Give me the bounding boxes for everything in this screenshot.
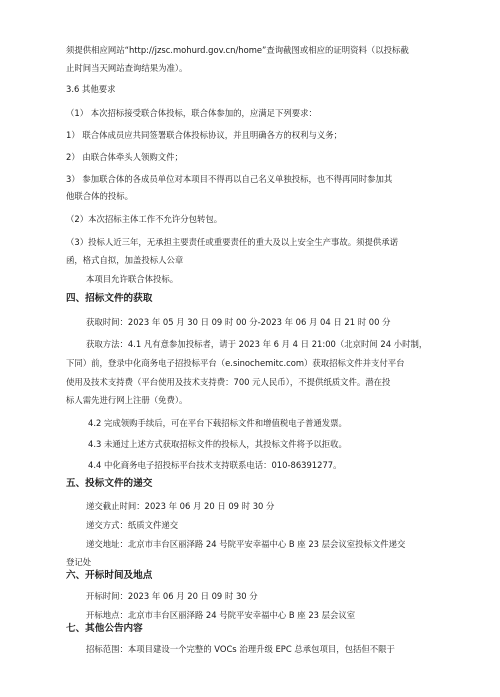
text-line: 递交截止时间：2023 年 06 月 20 日 09 时 30 分 [86,501,275,511]
text-line: 使用及技术支持费（平台使用及技术支持费：700 元人民币），不提供纸质文件。潜在投 [66,377,391,387]
text-line: 函，格式自拟，加盖投标人公章 [66,255,184,265]
text-line: （3）投标人近三年，无承担主要责任或重要责任的重大及以上安全生产事故。须提供承诺 [66,237,398,247]
text-line: 招标范围：本项目建设一个完整的 VOCs 治理升级 EPC 总承包项目，包括但不限于 [86,644,395,654]
text-line: 3） 参加联合体的各成员单位对本项目不得再以自己名义单独投标，也不得再同时参加其 [66,174,393,184]
text-line: 获取时间：2023 年 05 月 30 日 09 时 00 分-2023 年 06 月 04 日 21 时 00 分 [86,317,391,327]
text-line: 他联合体的投标。 [66,191,133,201]
section-heading: 四、招标文件的获取 [66,293,153,304]
text-line: 下同）前，登录中化商务电子招投标平台（e.sinochemitc.com）获取招标文件并支付平台 [66,358,405,368]
text-line: 递交方式：纸质文件递交 [86,520,179,530]
text-line: 止时间当天网站查询结果为准）。 [66,63,188,73]
text-line: 2） 由联合体牵头人领购文件； [66,152,183,162]
text-line: 递交地址：北京市丰台区丽泽路 24 号院平安幸福中心 B 座 23 层会议室投标文件递交 [86,539,406,549]
section-heading: 五、投标文件的递交 [66,478,153,489]
text-line: 本项目允许联合体投标。 [86,274,179,284]
section-heading: 七、其他公告内容 [66,623,143,634]
text-line: 开标时间：2023 年 06 月 20 日 09 时 30 分 [86,591,258,601]
text-line: 获取方法：4.1 凡有意参加投标者，请于 2023 年 6 月 4 日 21:00（北京时间 24 小时制， [86,339,428,349]
text-line: 开标地点：北京市丰台区丽泽路 24 号院平安幸福中心 B 座 23 层会议室 [86,610,356,620]
text-line: 1） 联合体成员应共同签署联合体投标协议，并且明确各方的权利与义务； [66,130,342,140]
text-line: 标人需先进行网上注册（免费）。 [66,395,188,405]
text-line: 4.4 中化商务电子招投标平台技术支持联系电话：010-86391277。 [88,460,342,470]
text-line: （1） 本次招标接受联合体投标，联合体参加的，应满足下列要求： [66,108,317,118]
text-line: 4.2 完成领购手续后，可在平台下载招标文件和增值税电子普通发票。 [88,418,347,428]
text-line: （2）本次招标主体工作不允许分包转包。 [66,214,223,224]
text-line: 登记处 [66,557,92,567]
section-heading: 3.6 其他要求 [66,84,116,94]
text-line: 须提供相应网站“http://jzsc.mohurd.gov.cn/home”查询截图或相应的证明资料（以投标截 [66,45,409,55]
text-line: 4.3 未通过上述方式获取招标文件的投标人，其投标文件将予以拒收。 [88,439,347,449]
section-heading: 六、开标时间及地点 [66,570,153,581]
